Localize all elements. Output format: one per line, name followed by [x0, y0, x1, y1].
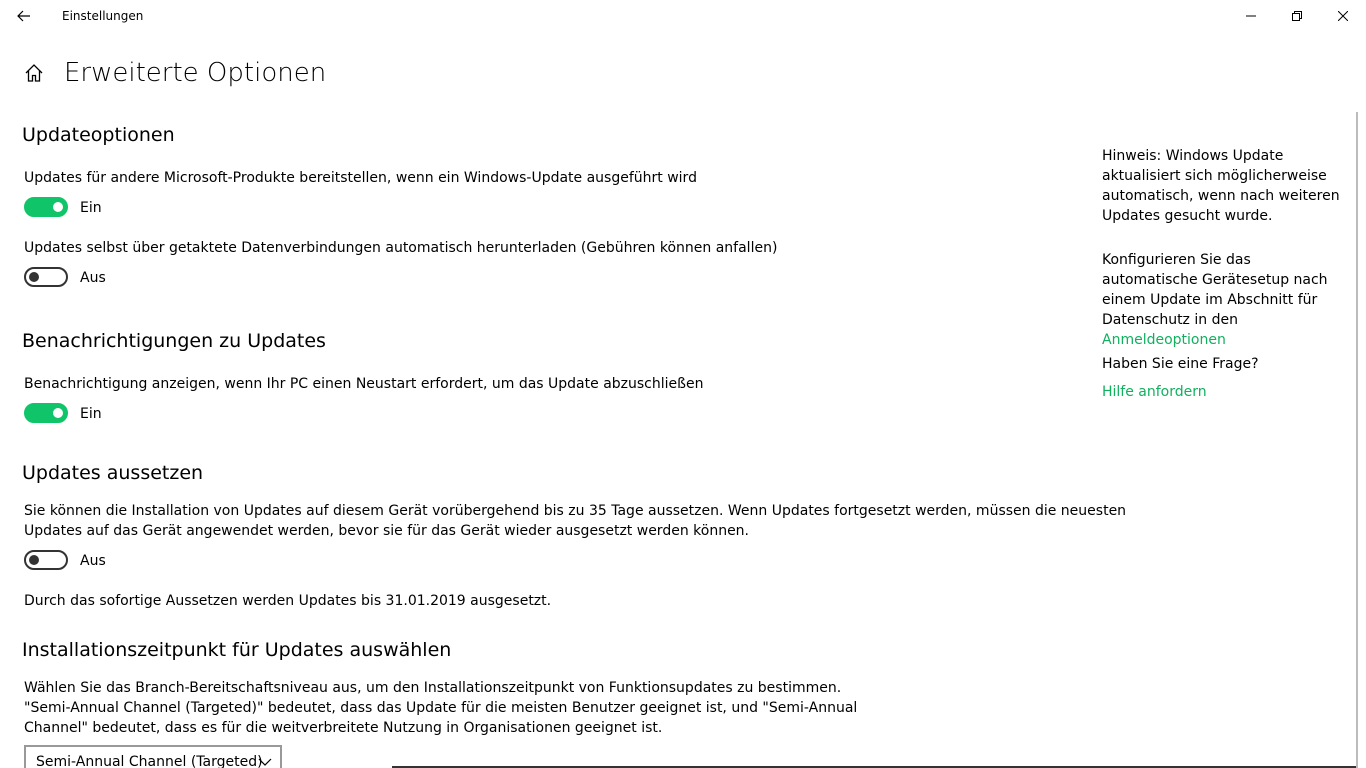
toggle-knob [29, 555, 39, 565]
app-title: Einstellungen [62, 9, 144, 23]
minimize-icon [1246, 11, 1256, 21]
toggle-state-label: Ein [80, 406, 102, 422]
section-title-notifications: Benachrichtigungen zu Updates [22, 330, 326, 352]
minimize-button[interactable] [1228, 0, 1274, 32]
side-note: Hinweis: Windows Update aktualisiert sich möglicherweise automatisch, wenn nach weiteren Updates gesucht wurde. [1102, 148, 1340, 224]
close-button[interactable] [1320, 0, 1366, 32]
restore-button[interactable] [1274, 0, 1320, 32]
section-title-pause: Updates aussetzen [22, 462, 204, 484]
toggle-pause-updates[interactable] [24, 550, 68, 570]
pause-description-line2: Updates auf das Gerät angewendet werden, bevor sie für das Gerät wieder ausgesetzt werden können. [24, 523, 749, 539]
dropdown-selected-value: Semi-Annual Channel (Targeted) [36, 754, 263, 768]
side-question: Haben Sie eine Frage? [1102, 356, 1259, 372]
toggle-knob [29, 272, 39, 282]
toggle-knob [53, 408, 63, 418]
get-help-link[interactable]: Hilfe anfordern [1102, 384, 1207, 400]
page-title: Erweiterte Optionen [64, 58, 327, 88]
section-title-update-options: Updateoptionen [22, 124, 175, 146]
chevron-down-icon [258, 755, 272, 768]
setting-description-other-products: Updates für andere Microsoft-Produkte bereitstellen, wenn ein Windows-Update ausgeführt wird [24, 170, 697, 186]
toggle-knob [53, 202, 63, 212]
toggle-restart-notification[interactable] [24, 403, 68, 423]
setting-description-restart-notification: Benachrichtigung anzeigen, wenn Ihr PC einen Neustart erfordert, um das Update abzuschließen [24, 376, 704, 392]
section-title-install-time: Installationszeitpunkt für Updates auswählen [22, 639, 452, 661]
side-configure-text: Konfigurieren Sie das automatische Gerätesetup nach einem Update im Abschnitt für Datenschutz in den [1102, 252, 1328, 328]
back-button[interactable] [0, 0, 48, 32]
home-icon [24, 63, 44, 83]
title-bar [0, 0, 1366, 32]
toggle-state-label: Aus [80, 553, 106, 569]
toggle-other-products[interactable] [24, 197, 68, 217]
branch-readiness-dropdown[interactable] [24, 745, 282, 768]
back-arrow-icon [17, 10, 31, 22]
setting-description-metered: Updates selbst über getaktete Datenverbindungen automatisch herunterladen (Gebühren können anfallen) [24, 240, 778, 256]
scrollbar[interactable] [1356, 112, 1358, 768]
install-description-line2: "Semi-Annual Channel (Targeted)" bedeutet, dass das Update für die meisten Benutzer geeignet ist, und "Semi-Annual [24, 700, 858, 716]
restore-icon [1292, 11, 1302, 21]
sign-in-options-link[interactable]: Anmeldeoptionen [1102, 332, 1226, 348]
pause-description-line1: Sie können die Installation von Updates auf diesem Gerät vorübergehend bis zu 35 Tage aussetzen. Wenn Updates fortgesetzt werden, müssen die neuesten [24, 503, 1127, 519]
toggle-metered[interactable] [24, 267, 68, 287]
install-description-line1: Wählen Sie das Branch-Bereitschaftsniveau aus, um den Installationszeitpunkt von Funktionsupdates zu bestimmen. [24, 680, 842, 696]
home-button[interactable] [22, 62, 46, 84]
pause-info-text: Durch das sofortige Aussetzen werden Updates bis 31.01.2019 ausgesetzt. [24, 593, 552, 609]
toggle-state-label: Ein [80, 200, 102, 216]
install-description-line3: Channel" bedeutet, dass es für die weitverbreitete Nutzung in Organisationen geeignet ist. [24, 720, 663, 736]
close-icon [1338, 11, 1348, 21]
side-configure-block [1102, 250, 1348, 350]
toggle-state-label: Aus [80, 270, 106, 286]
